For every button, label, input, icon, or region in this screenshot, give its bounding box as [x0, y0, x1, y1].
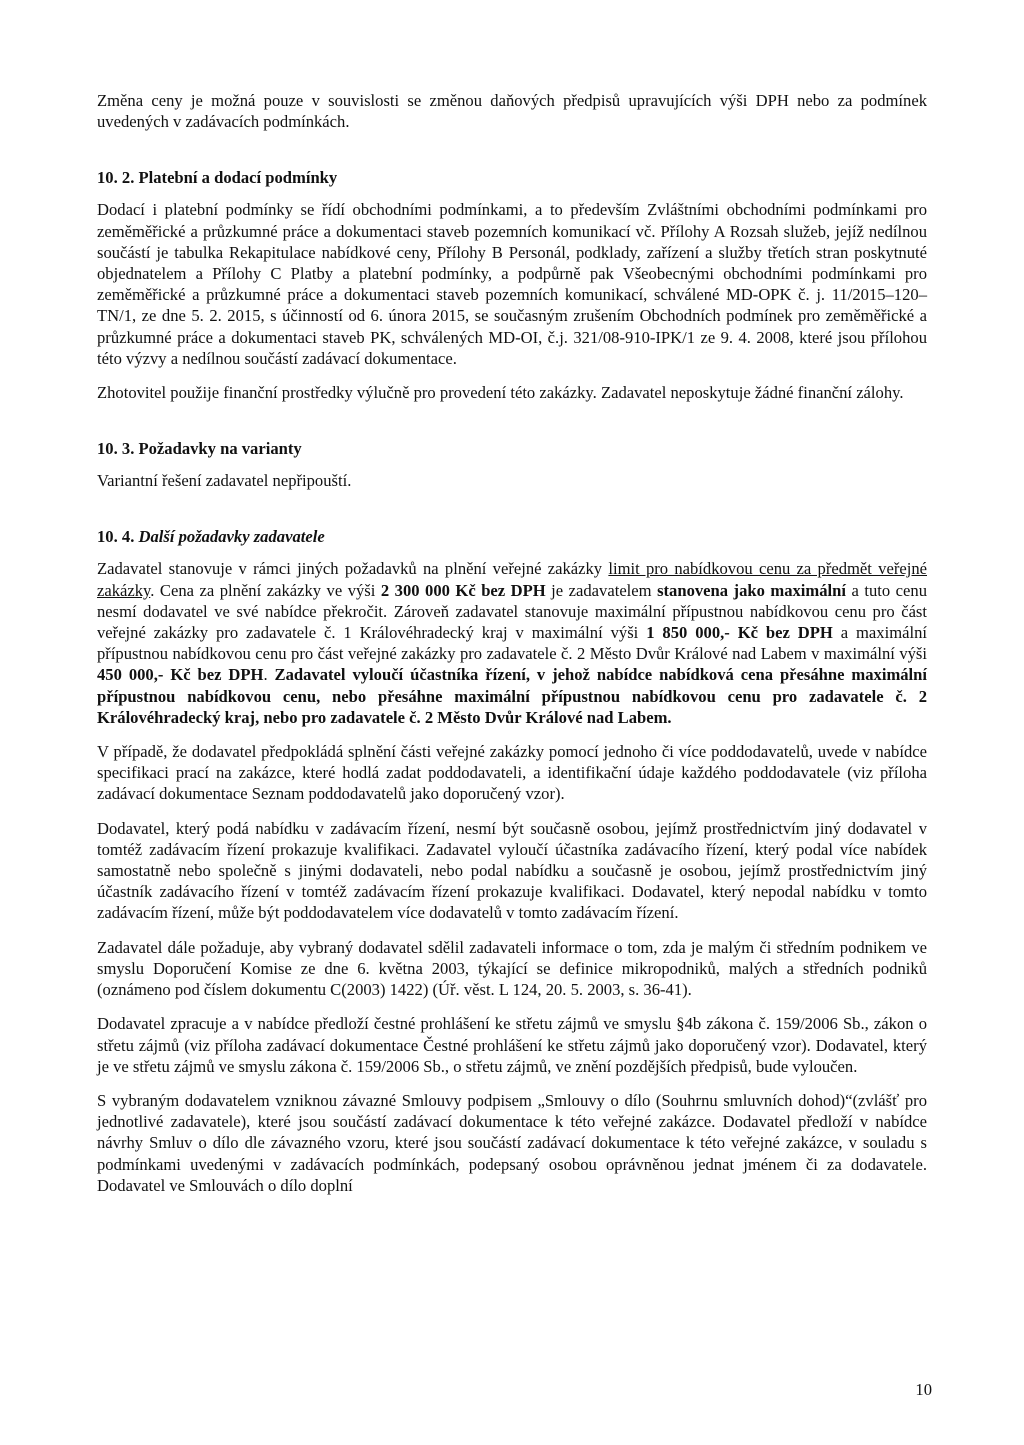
section-number: 10. 2. — [97, 168, 135, 188]
section-heading-platebni — [97, 167, 927, 189]
paragraph-poddodavatele: V případě, že dodavatel předpokládá splnění části veřejné zakázky pomocí jednoho či více poddodavatelů, uvede v nabídce specifikaci prací na zakázce, které hodlá zadat poddodavateli, a identifikační údaje každého poddodavatele (viz příloha zadávací dokumentace Seznam poddodavatelů jako doporučený vzor). — [97, 742, 927, 804]
intro-paragraph: Změna ceny je možná pouze v souvislosti se změnou daňových předpisů upravujících výši DPH nebo za podmínek uvedených v zadávacích podmínkách. — [97, 91, 927, 132]
text-run: je zadavatelem — [545, 580, 658, 600]
text-run: . — [263, 665, 275, 685]
paragraph-smlouvy: S vybraným dodavatelem vzniknou závazné Smlouvy podpisem „Smlouvy o dílo (Souhrnu smluvních dohod)“(zvlášť pro jednotlivé zadavatele), které jsou součástí zadávací dokumentace k této veřejné zakázce. Dodavatel předloží v nabídce návrhy Smluv o dílo dle závazného vzoru, které jsou součástí zadávací dokumentace k této veřejné zakázce, v souladu s podmínkami uvedenými v zadávacích podmínkách, podepsaný osobou oprávněnou jednat jménem či za dodavatele. Dodavatel ve Smlouvách o dílo doplní — [97, 1090, 927, 1195]
bold-text: 450 000,- Kč bez DPH — [97, 665, 264, 685]
paragraph-kvalifikace: Dodavatel, který podá nabídku v zadávacím řízení, nesmí být současně osobou, jejímž prostřednictvím jiný dodavatel v tomtéž zadávacím řízení prokazuje kvalifikaci. Zadavatel vyloučí účastníka zadávacího řízení, který podal více nabídek samostatně nebo společně s jinými dodavateli, nebo podal nabídku a současně je osobou, jejímž prostřednictvím jiný účastník zadávacího řízení v tomtéž zadávacím řízení prokazuje kvalifikaci. Dodavatel, který nepodal nabídku v tomto zadávacím řízení, může být poddodavatelem více dodavatelů v tomto zadávacím řízení. — [97, 818, 927, 923]
paragraph-platebni-2: Zhotovitel použije finanční prostředky výlučně pro provedení této zakázky. Zadavatel neposkytuje žádné finanční zálohy. — [97, 383, 904, 403]
section-number: 10. 3. — [97, 439, 135, 459]
section-number: 10. 4. — [97, 527, 135, 547]
text-run: a tuto cenu nesmí dodavatel ve své nabídce překročit. Zároveň zadavatel stanovuje maximální přípustnou nabídkovou cenu pro část veřejné zakázky pro zadavatele č. 1 Královéhradecký kraj v maximální výši — [97, 580, 927, 643]
document-page — [97, 90, 927, 1209]
section-title: Platební a dodací podmínky — [138, 168, 338, 188]
text-run: Zadavatel stanovuje v rámci jiných požadavků na plnění veřejné zakázky — [97, 559, 609, 579]
paragraph-varianty-1: Variantní řešení zadavatel nepřipouští. — [97, 471, 352, 491]
underlined-text: limit pro nabídkovou cenu za předmět veřejné zakázky — [97, 559, 927, 600]
text-run: a maximální přípustnou nabídkovou cenu pro část veřejné zakázky pro zadavatele č. 2 Město Dvůr Králové nad Labem v maximální výši — [97, 623, 927, 664]
bold-text: stanovena jako maximální — [657, 580, 846, 600]
paragraph-platebni-1: Dodací i platební podmínky se řídí obchodními podmínkami, a to především Zvláštními obchodními podmínkami pro zeměměřické a průzkumné práce a dokumentaci staveb pozemních komunikací vč. Přílohy A Rozsah služeb, jejíž nedílnou součástí je tabulka Rekapitulace nabídkové ceny, Přílohy B Personál, podklady, zařízení a služby třetích stran poskytnuté objednatelem a Přílohy C Platby a platební podmínky, a podpůrně pak Všeobecnými obchodními podmínkami pro zeměměřické a průzkumné práce a dokumentaci staveb pozemních komunikací, schválené MD-OPK č. j. 11/2015–120–TN/1, ze dne 5. 2. 2015, s účinností od 6. února 2015, se současným zrušením Obchodních podmínek pro zeměměřické a průzkumné práce a dokumentaci staveb PK, schválených MD-OI, č.j. 321/08-910-IPK/1 ze 9. 4. 2008, které jsou přílohou této výzvy a nedílnou součástí zadávací dokumentace. — [97, 200, 927, 368]
paragraph-limit-ceny — [97, 558, 927, 728]
bold-text: 2 300 000 Kč bez DPH — [380, 580, 546, 600]
text-run: . Cena za plnění zakázky ve výši — [150, 580, 381, 600]
bold-text: Zadavatel vyloučí účastníka řízení, v jehož nabídce nabídková cena přesáhne maximální přípustnou nabídkovou cenu, nebo přesáhne maximální přípustnou nabídkovou cenu pro zadavatele č. 2 Královéhradecký kraj, nebo pro zadavatele č. 2 Město Dvůr Králové nad Labem. — [97, 665, 928, 727]
paragraph-msp: Zadavatel dále požaduje, aby vybraný dodavatel sdělil zadavateli informace o tom, zda je malým či středním podnikem ve smyslu Doporučení Komise ze dne 6. května 2003, týkající se definice mikropodniků, malých a středních podniků (oznámeno pod číslem dokumentu C(2003) 1422) (Úř. věst. L 124, 20. 5. 2003, s. 36-41). — [97, 937, 927, 1000]
section-heading-varianty — [97, 438, 927, 460]
paragraph-stret-zajmu: Dodavatel zpracuje a v nabídce předloží čestné prohlášení ke střetu zájmů ve smyslu §4b zákona č. 159/2006 Sb., zákon o střetu zájmů (viz příloha zadávací dokumentace Čestné prohlášení ke střetu zájmů jako doporučený vzor). Dodavatel, který je ve střetu zájmů ve smyslu zákona č. 159/2006 Sb., o střetu zájmů, ve znění pozdějších předpisů, bude vyloučen. — [97, 1014, 927, 1076]
section-title: Další požadavky zadavatele — [138, 527, 325, 547]
bold-text: 1 850 000,- Kč bez DPH — [646, 623, 833, 643]
page-number: 10 — [915, 1380, 932, 1399]
section-heading-dalsi-pozadavky — [97, 526, 927, 548]
section-title: Požadavky na varianty — [138, 439, 302, 459]
